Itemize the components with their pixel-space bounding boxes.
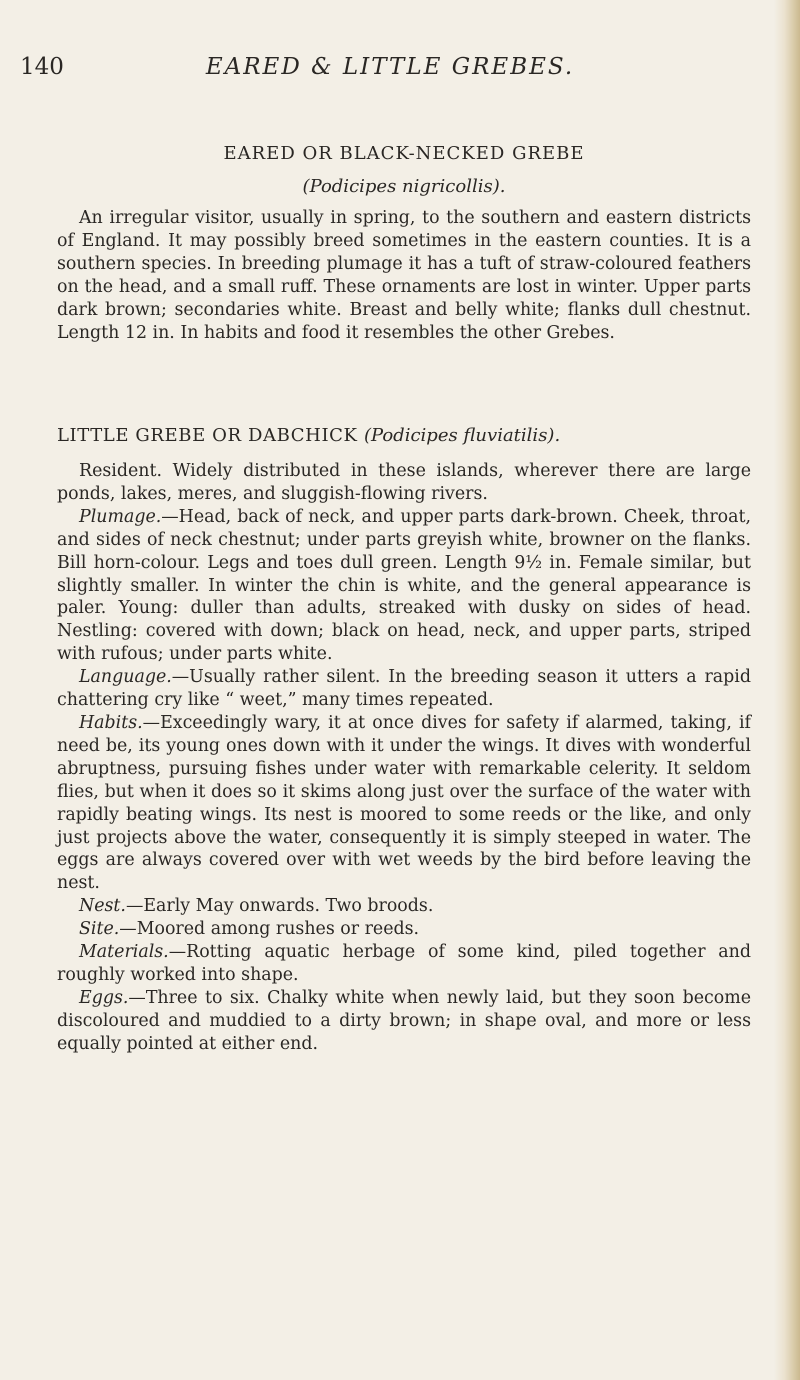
- language-text: —Usually rather silent. In the breeding season it utters a rapid chattering cry like “ weet,” many times repeated.: [57, 667, 751, 711]
- materials-text: —Rotting aquatic herbage of some kind, piled together and roughly worked into shape.: [57, 942, 751, 985]
- section-title-eared-grebe: EARED OR BLACK-NECKED GREBE: [223, 143, 585, 164]
- nest-text: —Early May onwards. Two broods.: [125, 896, 434, 917]
- little-grebe-scientific-name: (Podicipes fluviatilis).: [363, 425, 561, 446]
- page-edge-shadow: [774, 0, 800, 1380]
- resident-paragraph: Resident. Widely distributed in these islands, wherever there are large ponds, lakes, meres, and sluggish-flowing rivers.: [57, 461, 751, 504]
- page-header: [20, 54, 760, 88]
- running-head: EARED & LITTLE GREBES.: [205, 54, 575, 80]
- eggs-label: Eggs.: [79, 987, 129, 1008]
- eggs-paragraph: [57, 987, 751, 1056]
- page-number: 140: [20, 54, 64, 80]
- nest-paragraph: [57, 895, 751, 918]
- materials-paragraph: [57, 941, 751, 987]
- eared-grebe-paragraph: An irregular visitor, usually in spring, to the southern and eastern districts of England. It may possibly breed sometimes in the eastern counties. It is a southern species. In breeding plumage it has a tuft of straw-coloured feathers on the head, and a small ruff. These ornaments are lost in winter. Upper parts dark brown; secondaries white. Breast and belly white; flanks dull chestnut. Length 12 in. In habits and food it resembles the other Grebes.: [57, 208, 751, 343]
- eared-grebe-body: [57, 207, 751, 344]
- language-paragraph: [57, 666, 751, 712]
- materials-label: Materials.: [79, 942, 169, 963]
- habits-text: —Exceedingly wary, it at once dives for safety if alarmed, taking, if need be, its young ones down with it under the wings. It dives with wonderful abruptness, pursuing fishes under water with remarkable celerity. It seldom flies, but when it does so it skims along just over the surface of the water with rapidly beating wings. Its nest is moored to some reeds or the like, and only just projects above the water, consequently it is simply steeped in water. The eggs are always covered over with wet weeds by the bird before leaving the nest.: [57, 712, 751, 894]
- plumage-text: —Head, back of neck, and upper parts dark-brown. Cheek, throat, and sides of neck chestnut; under parts greyish white, browner on the flanks. Bill horn-colour. Legs and toes dull green. Length 9½ in. Female similar, but slightly smaller. In winter the chin is white, and the general appearance is paler. Young: duller than adults, streaked with dusky on sides of head. Nestling: covered with down; black on head, neck, and upper parts, striped with rufous; under parts white.: [57, 506, 751, 665]
- plumage-label: Plumage.: [79, 506, 162, 527]
- language-label: Language.: [79, 667, 172, 688]
- section-title-little-grebe: [57, 425, 751, 446]
- section-subtitle-eared-grebe: (Podicipes nigricollis).: [302, 176, 506, 197]
- little-grebe-body: [57, 460, 751, 1056]
- little-grebe-title: LITTLE GREBE OR DABCHICK: [57, 425, 358, 446]
- site-paragraph: [57, 918, 751, 941]
- site-label: Site.: [79, 919, 120, 940]
- habits-label: Habits.: [79, 712, 143, 733]
- habits-paragraph: [57, 712, 751, 895]
- nest-label: Nest.: [79, 896, 126, 917]
- eggs-text: —Three to six. Chalky white when newly laid, but they soon become discoloured and muddied to a dirty brown; in shape oval, and more or less equally pointed at either end.: [57, 987, 751, 1054]
- plumage-paragraph: [57, 506, 751, 666]
- site-text: —Moored among rushes or reeds.: [119, 919, 420, 940]
